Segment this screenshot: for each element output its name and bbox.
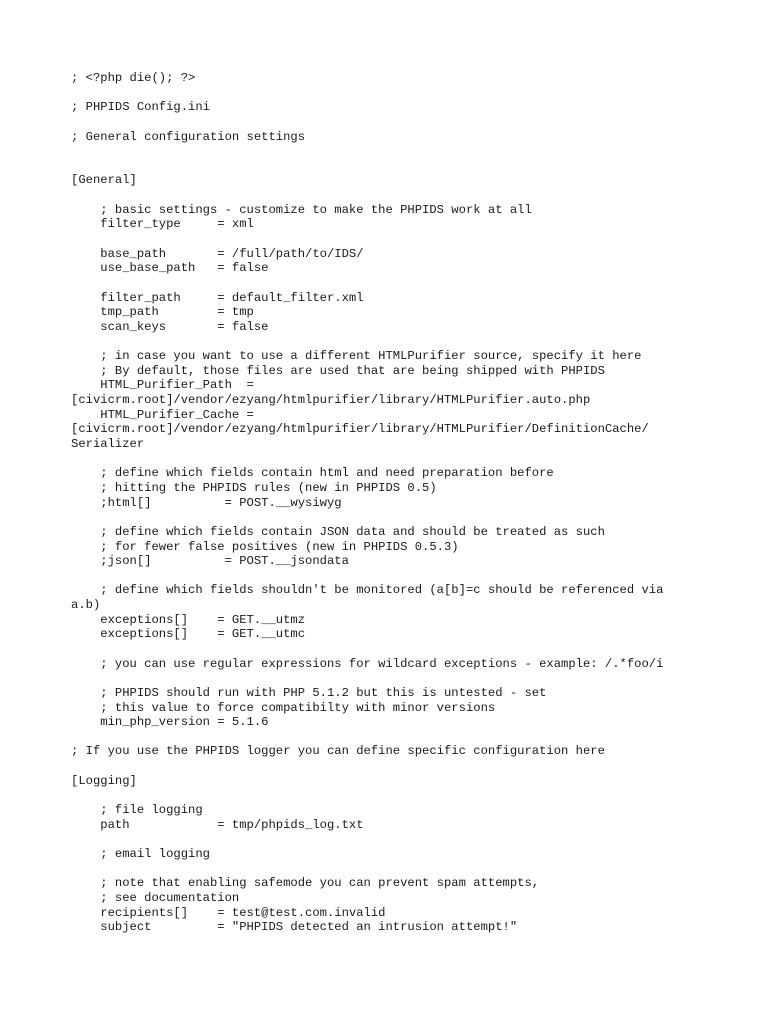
code-line xyxy=(71,671,751,686)
code-line: [Logging] xyxy=(71,773,137,788)
code-line: base_path = /full/path/to/IDS/ xyxy=(71,246,364,261)
code-line: scan_keys = false xyxy=(71,319,269,334)
code-line: ; PHPIDS Config.ini xyxy=(71,100,210,115)
code-line xyxy=(71,832,751,847)
code-line xyxy=(71,788,751,803)
code-line: recipients[] = test@test.com.invalid xyxy=(71,905,386,920)
code-line: exceptions[] = GET.__utmz xyxy=(71,612,306,627)
code-line: ; file logging xyxy=(71,803,203,818)
code-line: ; define which fields contain JSON data and should be treated as such xyxy=(71,524,605,539)
code-line: ; By default, those files are used that are being shipped with PHPIDS xyxy=(71,363,605,378)
code-line: ; define which fields shouldn't be monitored (a[b]=c should be referenced via xyxy=(71,583,664,598)
code-line: ; email logging xyxy=(71,846,210,861)
code-line: filter_type = xml xyxy=(71,217,254,232)
config-file-text xyxy=(71,71,751,935)
code-line: ; define which fields contain html and need preparation before xyxy=(71,466,554,481)
code-line: ; in case you want to use a different HTMLPurifier source, specify it here xyxy=(71,349,642,364)
code-line: use_base_path = false xyxy=(71,261,269,276)
code-line xyxy=(71,862,751,877)
code-line: ; for fewer false positives (new in PHPIDS 0.5.3) xyxy=(71,539,459,554)
code-line: a.b) xyxy=(71,598,101,613)
code-line: HTML_Purifier_Path = xyxy=(71,378,254,393)
code-line: [civicrm.root]/vendor/ezyang/htmlpurifier/library/HTMLPurifier.auto.php xyxy=(71,393,591,408)
code-line: [civicrm.root]/vendor/ezyang/htmlpurifier/library/HTMLPurifier/DefinitionCache/ xyxy=(71,422,649,437)
code-line: HTML_Purifier_Cache = xyxy=(71,407,254,422)
code-line: subject = "PHPIDS detected an intrusion attempt!" xyxy=(71,920,518,935)
code-line: ; basic settings - customize to make the PHPIDS work at all xyxy=(71,202,532,217)
code-line: min_php_version = 5.1.6 xyxy=(71,715,269,730)
code-line: ; <?php die(); ?> xyxy=(71,71,196,85)
code-line xyxy=(71,159,751,174)
code-line: [General] xyxy=(71,173,137,188)
code-line xyxy=(71,232,751,247)
code-line xyxy=(71,510,751,525)
code-line xyxy=(71,115,751,130)
code-line: Serializer xyxy=(71,437,145,452)
code-line: exceptions[] = GET.__utmc xyxy=(71,627,306,642)
code-line: ; this value to force compatibilty with minor versions xyxy=(71,700,496,715)
code-line xyxy=(71,452,751,467)
code-line: ; General configuration settings xyxy=(71,129,306,144)
code-line xyxy=(71,86,751,101)
code-line: path = tmp/phpids_log.txt xyxy=(71,817,364,832)
code-line xyxy=(71,335,751,350)
code-line xyxy=(71,642,751,657)
code-line xyxy=(71,188,751,203)
code-line: ; see documentation xyxy=(71,890,240,905)
code-line: tmp_path = tmp xyxy=(71,305,254,320)
code-line: filter_path = default_filter.xml xyxy=(71,290,364,305)
code-line: ; you can use regular expressions for wildcard exceptions - example: /.*foo/i xyxy=(71,656,664,671)
code-line xyxy=(71,730,751,745)
code-line: ; note that enabling safemode you can prevent spam attempts, xyxy=(71,876,540,891)
code-line xyxy=(71,276,751,291)
code-line xyxy=(71,144,751,159)
code-line: ;json[] = POST.__jsondata xyxy=(71,554,349,569)
code-line xyxy=(71,569,751,584)
code-line: ; PHPIDS should run with PHP 5.1.2 but this is untested - set xyxy=(71,685,547,700)
code-line: ; If you use the PHPIDS logger you can define specific configuration here xyxy=(71,744,605,759)
code-line: ;html[] = POST.__wysiwyg xyxy=(71,495,342,510)
code-line: ; hitting the PHPIDS rules (new in PHPIDS 0.5) xyxy=(71,480,437,495)
code-line xyxy=(71,759,751,774)
